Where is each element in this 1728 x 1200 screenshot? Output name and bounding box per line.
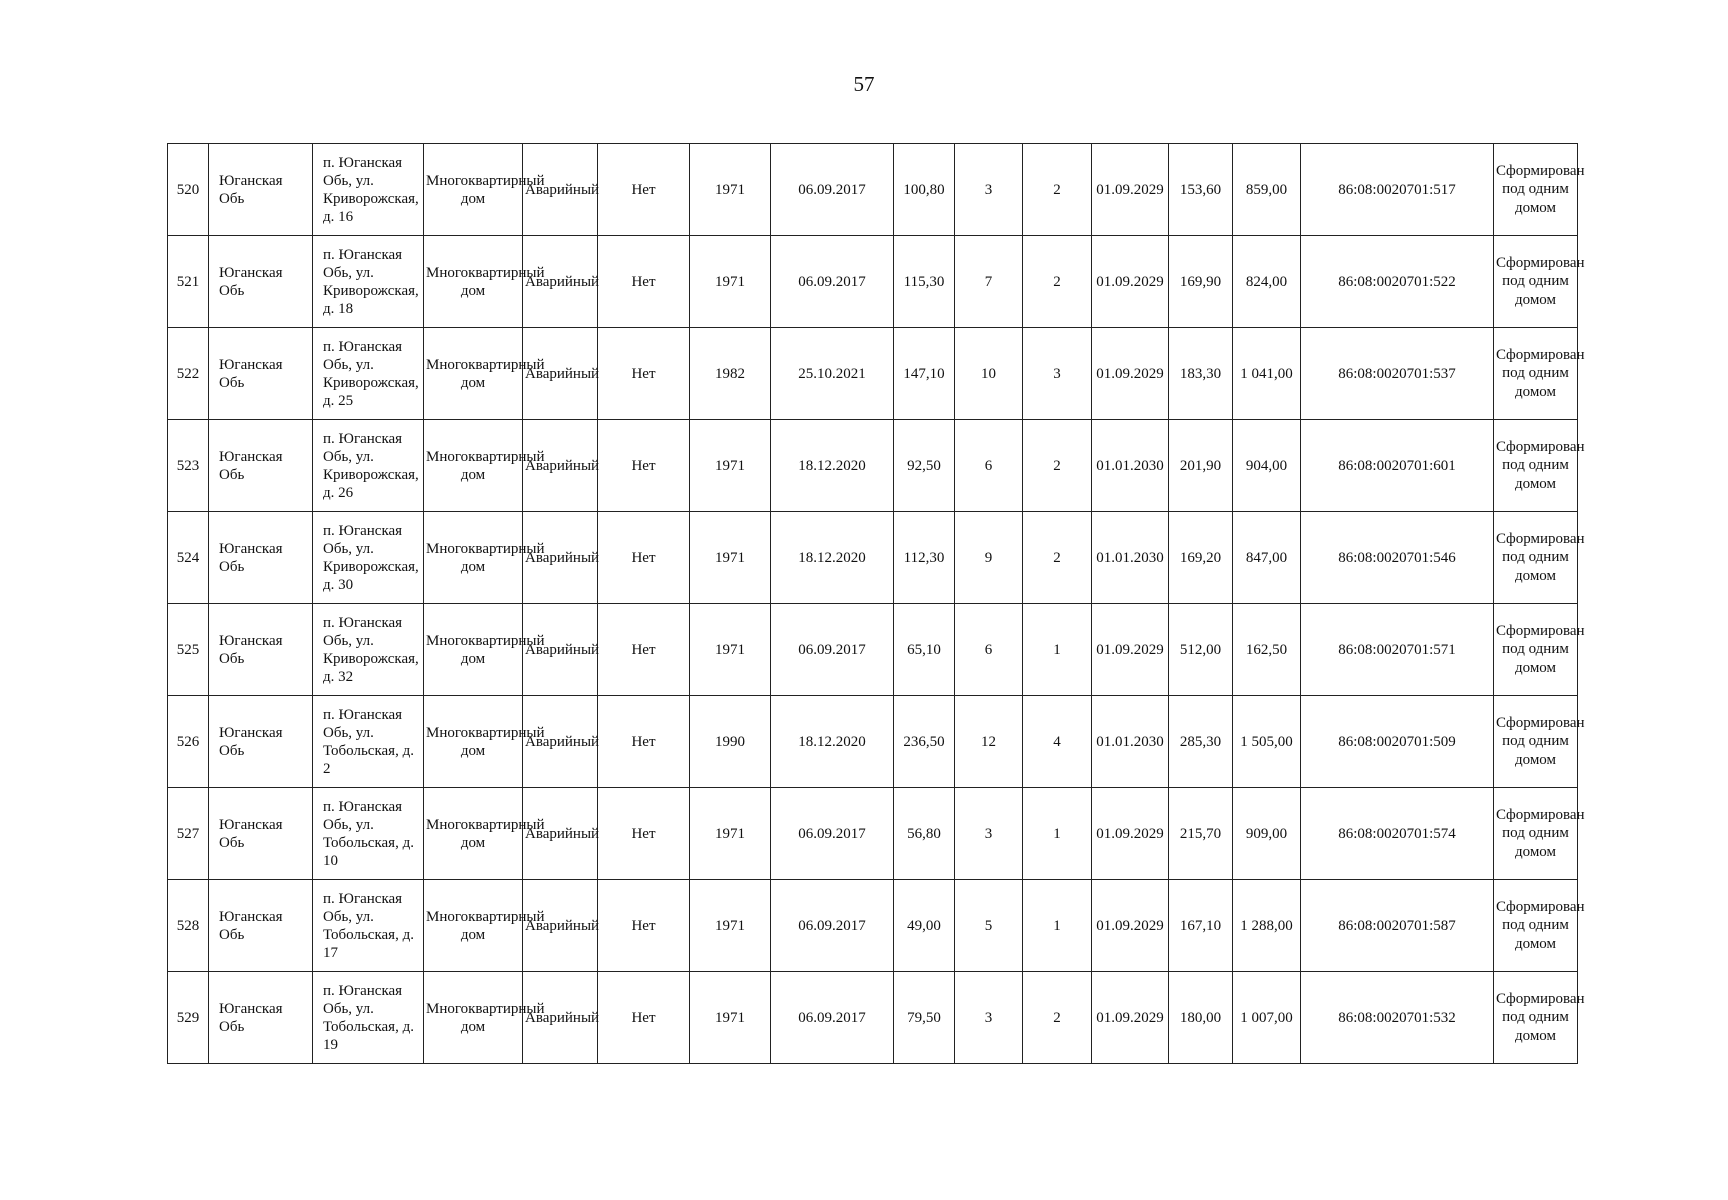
residents-count: 6 <box>955 420 1023 512</box>
building-status: Аварийный <box>523 788 598 880</box>
building-status: Аварийный <box>523 512 598 604</box>
flag-value: Нет <box>598 420 690 512</box>
table-row <box>168 144 1578 236</box>
residents-count: 3 <box>955 788 1023 880</box>
living-area: 49,00 <box>894 880 955 972</box>
apartments-count: 2 <box>1023 236 1092 328</box>
flag-value: Нет <box>598 972 690 1064</box>
building-status: Аварийный <box>523 880 598 972</box>
apartments-count: 1 <box>1023 788 1092 880</box>
residents-count: 5 <box>955 880 1023 972</box>
build-year: 1971 <box>690 512 771 604</box>
recognition-date: 06.09.2017 <box>771 144 894 236</box>
building-type: Многоквартирный дом <box>424 144 523 236</box>
land-area: 1 007,00 <box>1233 972 1301 1064</box>
cadastral-number: 86:08:0020701:546 <box>1301 512 1494 604</box>
building-type: Многоквартирный дом <box>424 512 523 604</box>
row-number: 521 <box>168 236 209 328</box>
cadastral-number: 86:08:0020701:522 <box>1301 236 1494 328</box>
apartments-count: 1 <box>1023 604 1092 696</box>
apartments-count: 2 <box>1023 972 1092 1064</box>
page-number: 57 <box>853 72 875 96</box>
apartments-count: 1 <box>1023 880 1092 972</box>
row-number: 527 <box>168 788 209 880</box>
cadastral-number: 86:08:0020701:532 <box>1301 972 1494 1064</box>
settlement-name: Юганская Обь <box>209 420 313 512</box>
total-area: 201,90 <box>1169 420 1233 512</box>
cadastral-number: 86:08:0020701:574 <box>1301 788 1494 880</box>
resettlement-deadline: 01.01.2030 <box>1092 512 1169 604</box>
residents-count: 6 <box>955 604 1023 696</box>
land-plot-note: Сформирован под одним домом <box>1494 328 1578 420</box>
land-plot-note: Сформирован под одним домом <box>1494 696 1578 788</box>
flag-value: Нет <box>598 512 690 604</box>
total-area: 169,20 <box>1169 512 1233 604</box>
living-area: 112,30 <box>894 512 955 604</box>
land-area: 824,00 <box>1233 236 1301 328</box>
land-area: 1 041,00 <box>1233 328 1301 420</box>
table-row <box>168 328 1578 420</box>
address: п. Юганская Обь, ул. Криворожская, д. 26 <box>313 420 424 512</box>
flag-value: Нет <box>598 788 690 880</box>
building-type: Многоквартирный дом <box>424 604 523 696</box>
address: п. Юганская Обь, ул. Тобольская, д. 17 <box>313 880 424 972</box>
settlement-name: Юганская Обь <box>209 696 313 788</box>
living-area: 56,80 <box>894 788 955 880</box>
total-area: 183,30 <box>1169 328 1233 420</box>
land-area: 162,50 <box>1233 604 1301 696</box>
recognition-date: 18.12.2020 <box>771 512 894 604</box>
total-area: 169,90 <box>1169 236 1233 328</box>
cadastral-number: 86:08:0020701:571 <box>1301 604 1494 696</box>
resettlement-deadline: 01.09.2029 <box>1092 328 1169 420</box>
land-area: 847,00 <box>1233 512 1301 604</box>
residents-count: 3 <box>955 144 1023 236</box>
building-type: Многоквартирный дом <box>424 972 523 1064</box>
total-area: 153,60 <box>1169 144 1233 236</box>
land-plot-note: Сформирован под одним домом <box>1494 972 1578 1064</box>
total-area: 180,00 <box>1169 972 1233 1064</box>
housing-registry-table <box>167 143 1585 1064</box>
cadastral-number: 86:08:0020701:517 <box>1301 144 1494 236</box>
resettlement-deadline: 01.09.2029 <box>1092 236 1169 328</box>
settlement-name: Юганская Обь <box>209 328 313 420</box>
land-area: 859,00 <box>1233 144 1301 236</box>
living-area: 236,50 <box>894 696 955 788</box>
settlement-name: Юганская Обь <box>209 236 313 328</box>
flag-value: Нет <box>598 880 690 972</box>
row-number: 526 <box>168 696 209 788</box>
row-number: 525 <box>168 604 209 696</box>
land-plot-note: Сформирован под одним домом <box>1494 788 1578 880</box>
residents-count: 7 <box>955 236 1023 328</box>
living-area: 79,50 <box>894 972 955 1064</box>
table-row <box>168 420 1578 512</box>
table-row <box>168 236 1578 328</box>
building-status: Аварийный <box>523 420 598 512</box>
apartments-count: 4 <box>1023 696 1092 788</box>
row-number: 520 <box>168 144 209 236</box>
living-area: 115,30 <box>894 236 955 328</box>
build-year: 1971 <box>690 972 771 1064</box>
building-type: Многоквартирный дом <box>424 880 523 972</box>
residents-count: 12 <box>955 696 1023 788</box>
build-year: 1971 <box>690 144 771 236</box>
address: п. Юганская Обь, ул. Тобольская, д. 2 <box>313 696 424 788</box>
flag-value: Нет <box>598 144 690 236</box>
settlement-name: Юганская Обь <box>209 604 313 696</box>
residents-count: 9 <box>955 512 1023 604</box>
living-area: 147,10 <box>894 328 955 420</box>
row-number: 523 <box>168 420 209 512</box>
recognition-date: 06.09.2017 <box>771 972 894 1064</box>
building-type: Многоквартирный дом <box>424 236 523 328</box>
apartments-count: 2 <box>1023 420 1092 512</box>
land-plot-note: Сформирован под одним домом <box>1494 236 1578 328</box>
building-status: Аварийный <box>523 236 598 328</box>
build-year: 1971 <box>690 788 771 880</box>
build-year: 1990 <box>690 696 771 788</box>
build-year: 1982 <box>690 328 771 420</box>
residents-count: 3 <box>955 972 1023 1064</box>
building-status: Аварийный <box>523 328 598 420</box>
build-year: 1971 <box>690 880 771 972</box>
recognition-date: 06.09.2017 <box>771 236 894 328</box>
settlement-name: Юганская Обь <box>209 512 313 604</box>
resettlement-deadline: 01.09.2029 <box>1092 880 1169 972</box>
land-plot-note: Сформирован под одним домом <box>1494 604 1578 696</box>
residents-count: 10 <box>955 328 1023 420</box>
row-number: 529 <box>168 972 209 1064</box>
recognition-date: 18.12.2020 <box>771 420 894 512</box>
cadastral-number: 86:08:0020701:509 <box>1301 696 1494 788</box>
land-area: 1 288,00 <box>1233 880 1301 972</box>
row-number: 522 <box>168 328 209 420</box>
flag-value: Нет <box>598 696 690 788</box>
address: п. Юганская Обь, ул. Тобольская, д. 10 <box>313 788 424 880</box>
building-type: Многоквартирный дом <box>424 696 523 788</box>
cadastral-number: 86:08:0020701:537 <box>1301 328 1494 420</box>
land-area: 909,00 <box>1233 788 1301 880</box>
settlement-name: Юганская Обь <box>209 788 313 880</box>
recognition-date: 18.12.2020 <box>771 696 894 788</box>
living-area: 92,50 <box>894 420 955 512</box>
total-area: 285,30 <box>1169 696 1233 788</box>
land-plot-note: Сформирован под одним домом <box>1494 420 1578 512</box>
flag-value: Нет <box>598 328 690 420</box>
living-area: 65,10 <box>894 604 955 696</box>
land-plot-note: Сформирован под одним домом <box>1494 512 1578 604</box>
recognition-date: 06.09.2017 <box>771 880 894 972</box>
address: п. Юганская Обь, ул. Криворожская, д. 18 <box>313 236 424 328</box>
address: п. Юганская Обь, ул. Криворожская, д. 16 <box>313 144 424 236</box>
resettlement-deadline: 01.09.2029 <box>1092 972 1169 1064</box>
address: п. Юганская Обь, ул. Криворожская, д. 30 <box>313 512 424 604</box>
recognition-date: 25.10.2021 <box>771 328 894 420</box>
total-area: 512,00 <box>1169 604 1233 696</box>
building-status: Аварийный <box>523 144 598 236</box>
building-status: Аварийный <box>523 972 598 1064</box>
building-status: Аварийный <box>523 604 598 696</box>
build-year: 1971 <box>690 604 771 696</box>
land-plot-note: Сформирован под одним домом <box>1494 144 1578 236</box>
living-area: 100,80 <box>894 144 955 236</box>
recognition-date: 06.09.2017 <box>771 604 894 696</box>
apartments-count: 3 <box>1023 328 1092 420</box>
table-row <box>168 972 1578 1064</box>
land-plot-note: Сформирован под одним домом <box>1494 880 1578 972</box>
row-number: 528 <box>168 880 209 972</box>
address: п. Юганская Обь, ул. Криворожская, д. 32 <box>313 604 424 696</box>
resettlement-deadline: 01.09.2029 <box>1092 788 1169 880</box>
recognition-date: 06.09.2017 <box>771 788 894 880</box>
building-type: Многоквартирный дом <box>424 420 523 512</box>
address: п. Юганская Обь, ул. Криворожская, д. 25 <box>313 328 424 420</box>
table-row <box>168 696 1578 788</box>
table-row <box>168 604 1578 696</box>
settlement-name: Юганская Обь <box>209 972 313 1064</box>
total-area: 167,10 <box>1169 880 1233 972</box>
land-area: 904,00 <box>1233 420 1301 512</box>
settlement-name: Юганская Обь <box>209 144 313 236</box>
resettlement-deadline: 01.01.2030 <box>1092 420 1169 512</box>
table-body <box>168 144 1585 1064</box>
build-year: 1971 <box>690 420 771 512</box>
apartments-count: 2 <box>1023 144 1092 236</box>
apartments-count: 2 <box>1023 512 1092 604</box>
address: п. Юганская Обь, ул. Тобольская, д. 19 <box>313 972 424 1064</box>
settlement-name: Юганская Обь <box>209 880 313 972</box>
building-type: Многоквартирный дом <box>424 788 523 880</box>
row-number: 524 <box>168 512 209 604</box>
land-area: 1 505,00 <box>1233 696 1301 788</box>
table-row <box>168 788 1578 880</box>
flag-value: Нет <box>598 604 690 696</box>
cadastral-number: 86:08:0020701:601 <box>1301 420 1494 512</box>
resettlement-deadline: 01.01.2030 <box>1092 696 1169 788</box>
total-area: 215,70 <box>1169 788 1233 880</box>
resettlement-deadline: 01.09.2029 <box>1092 144 1169 236</box>
table-row <box>168 880 1578 972</box>
build-year: 1971 <box>690 236 771 328</box>
flag-value: Нет <box>598 236 690 328</box>
building-type: Многоквартирный дом <box>424 328 523 420</box>
cadastral-number: 86:08:0020701:587 <box>1301 880 1494 972</box>
building-status: Аварийный <box>523 696 598 788</box>
table-row <box>168 512 1578 604</box>
resettlement-deadline: 01.09.2029 <box>1092 604 1169 696</box>
